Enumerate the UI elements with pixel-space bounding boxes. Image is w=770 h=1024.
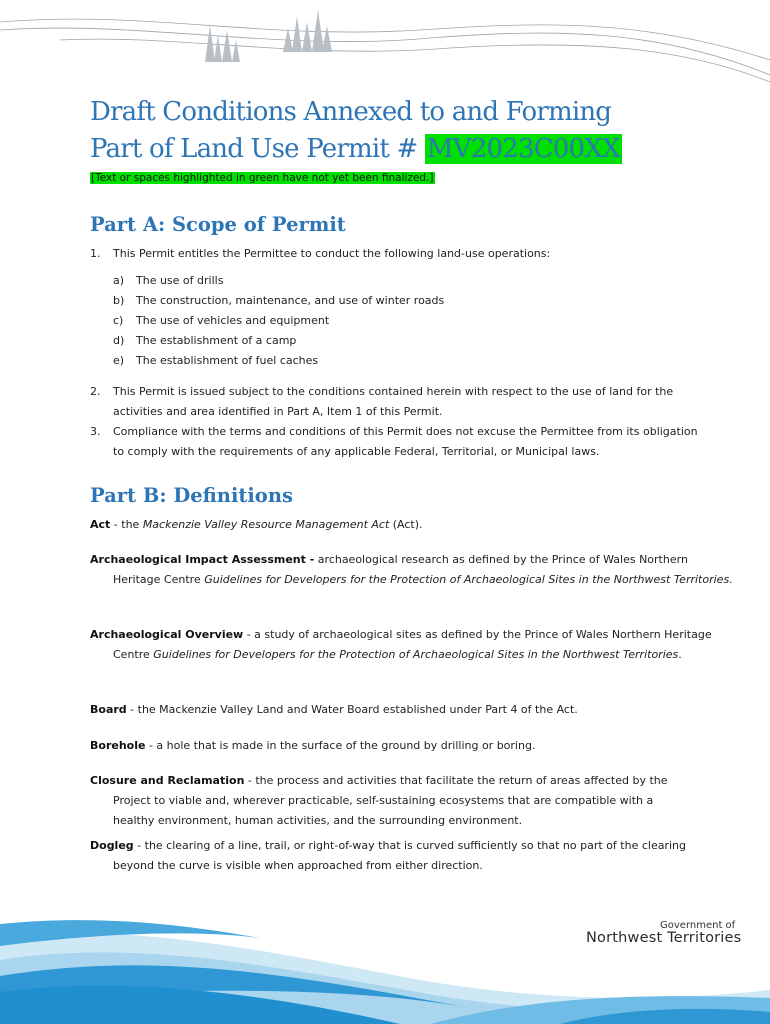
definition-term: Closure and Reclamation [90,774,245,787]
title-line-1: Draft Conditions Annexed to and Forming [90,97,612,127]
list-text: The construction, maintenance, and use of winter roads [136,294,445,307]
definition-text: - a study of archaeological sites as defined by the Prince of Wales Northern Heritage Centre [113,628,712,661]
definition-reference: Mackenzie Valley Resource Management Act [142,518,390,531]
definition-term: Borehole [90,739,146,752]
definition-term: Dogleg [90,839,134,852]
list-text: The establishment of a camp [136,334,297,347]
definition-borehole [90,736,733,756]
definition-text: . [729,573,733,586]
definition-board [90,700,733,720]
item-number: 2. [90,385,101,398]
definition-term: Archaeological Impact Assessment - [90,553,315,566]
list-letter: d) [113,334,125,347]
part-a-heading: Part A: Scope of Permit [90,213,346,236]
list-letter: c) [113,314,124,327]
definition-text: - a hole that is made in the surface of the ground by drilling or boring. [145,739,536,752]
item-number: 3. [90,425,101,438]
item-text: This Permit is issued subject to the conditions contained herein with respect to the use of land for the activities and area identified in Part A, Item 1 of this Permit. [113,385,674,418]
definition-text: . [678,648,682,661]
definition-reference: Guidelines for Developers for the Protection of Archaeological Sites in the Northwest Territories [153,648,679,661]
definition-term: Board [90,703,127,716]
definition-archaeological-overview [90,625,733,665]
header-landscape-art [0,0,770,90]
title-line-2: Part of Land Use Permit # [90,134,425,164]
item-text: Compliance with the terms and conditions of this Permit does not excuse the Permittee from its obligation to comply with the requirements of any applicable Federal, Territorial, or Municipal laws. [113,425,698,458]
definition-reference: Guidelines for Developers for the Protection of Archaeological Sites in the Northwest Territories [204,573,730,586]
list-text: The use of vehicles and equipment [136,314,330,327]
list-text: The use of drills [136,274,224,287]
definition-term: Act [90,518,111,531]
definition-text: - the [110,518,143,531]
item-text: This Permit entitles the Permittee to conduct the following land-use operations: [113,247,551,260]
list-letter: a) [113,274,125,287]
definition-term: Archaeological Overview [90,628,244,641]
part-b-heading: Part B: Definitions [90,484,293,507]
definition-act [90,515,733,535]
footer-wave-art [0,880,770,1024]
government-of-label: Government of [660,920,736,931]
item-number: 1. [90,247,101,260]
definition-text: - the Mackenzie Valley Land and Water Board established under Part 4 of the Act. [126,703,578,716]
definition-text: - the clearing of a line, trail, or right-of-way that is curved sufficiently so that no part of the clearing beyond the curve is visible when approached from either direction. [113,839,686,872]
definition-text: archaeological research as defined by the Prince of Wales Northern Heritage Centre [113,553,688,586]
definition-text: (Act). [389,518,423,531]
definition-dogleg [90,836,713,876]
draft-note: [Text or spaces highlighted in green have not yet been finalized.] [91,172,434,184]
list-letter: e) [113,354,125,367]
list-text: The establishment of fuel caches [136,354,319,367]
definition-archaeological-impact-assessment [90,550,733,590]
northwest-territories-logo-text: Northwest Territories [586,930,742,946]
document-title [90,94,730,168]
definition-text: - the process and activities that facilitate the return of areas affected by the Project to viable and, wherever practicable, self-sustaining ecosystems that are compatible with a healthy environment, human activities, and the surrounding environment. [113,774,668,827]
list-letter: b) [113,294,125,307]
definition-closure-and-reclamation [90,771,698,831]
permit-number: MV2023C00XX [426,134,620,164]
